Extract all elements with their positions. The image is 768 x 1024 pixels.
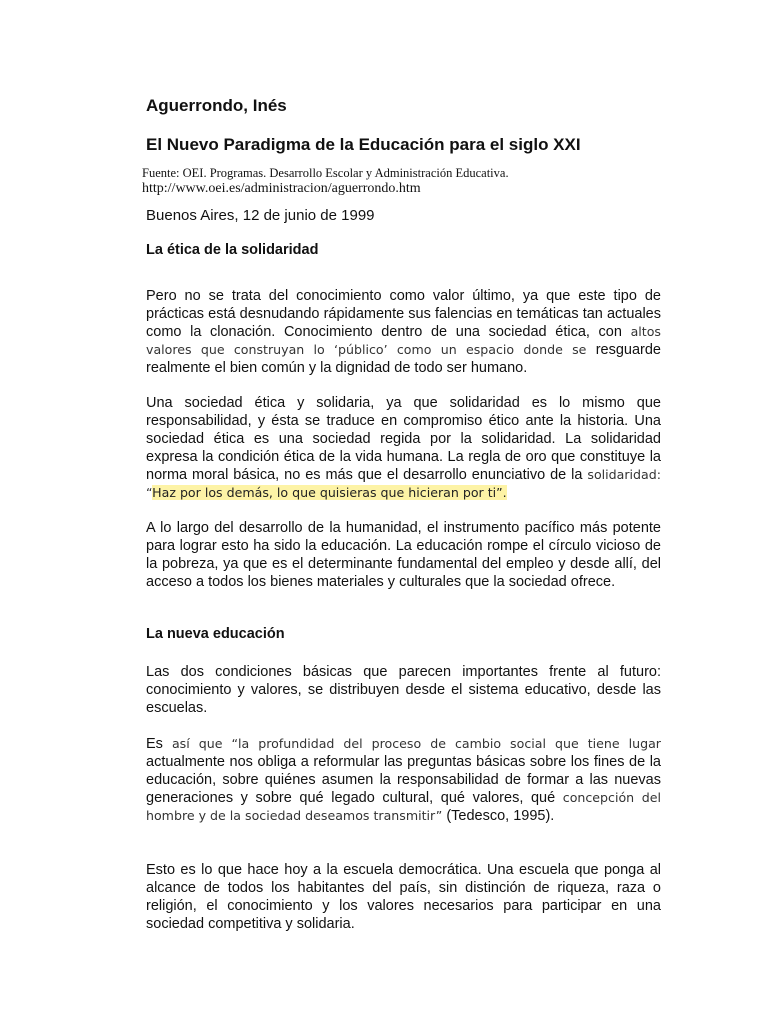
section-heading-solidaridad: La ética de la solidaridad	[146, 242, 319, 258]
paragraph-tedesco	[146, 735, 661, 825]
paragraph-text-alt: altos valores que construyan lo ‘público’ como un espacio donde se	[146, 324, 661, 357]
paragraph-conocimiento	[146, 287, 661, 377]
paragraph-text: actualmente nos obliga a reformular las preguntas básicas sobre los fines de la educación, sobre quiénes asumen la responsabilidad de formar a las nuevas generaciones y sobre qué legado cultural, qué valores, qué	[146, 754, 661, 806]
paragraph-humanidad: A lo largo del desarrollo de la humanidad, el instrumento pacífico más potente para lograr esto ha sido la educación. La educación rompe el círculo vicioso de la pobreza, ya que es el determinante fundamental del empleo y desde allí, del acceso a todos los bienes materiales y culturales que la sociedad ofrece.	[146, 520, 661, 590]
paragraph-condiciones: Las dos condiciones básicas que parecen importantes frente al futuro: conocimiento y valores, se distribuyen desde el sistema educativo, desde las escuelas.	[146, 664, 661, 716]
paragraph-text: Pero no se trata del conocimiento como valor último, ya que este tipo de prácticas está desnudando rápidamente sus falencias en temáticas tan actuales como la clonación. Conocimiento dentro de una sociedad ética, con	[146, 288, 661, 340]
paragraph-sociedad-etica	[146, 394, 661, 502]
source-line: Fuente: OEI. Programas. Desarrollo Escolar y Administración Educativa.	[142, 166, 509, 180]
paragraph-escuela-democratica: Esto es lo que hace hoy a la escuela democrática. Una escuela que ponga al alcance de todos los habitantes del país, sin distinción de riqueza, raza o religión, el conocimiento y los valores necesarios para participar en una sociedad competitiva y solidaria.	[146, 862, 661, 932]
paragraph-text: Una sociedad ética y solidaria, ya que solidaridad es lo mismo que responsabilidad, y ésta se traduce en compromiso ético ante la historia. Una sociedad ética es una sociedad regida por la solidaridad. La solidaridad expresa la condición ética de la vida humana. La regla de oro que constituye la norma moral básica, no es más que el desarrollo enunciativo de la	[146, 395, 661, 483]
highlighted-quote: Haz por los demás, lo que quisieras que hicieran por ti”.	[152, 485, 507, 500]
paragraph-text-alt: concepción del hombre y de la sociedad deseamos transmitir”	[146, 790, 661, 823]
paragraph-text: Es	[146, 736, 172, 752]
section-heading-nueva-educacion: La nueva educación	[146, 626, 285, 642]
author-name: Aguerrondo, Inés	[146, 96, 287, 115]
document-date: Buenos Aires, 12 de junio de 1999	[146, 207, 375, 224]
paragraph-text-alt: solidaridad: “	[146, 467, 661, 500]
paragraph-text: resguarde realmente el bien común y la dignidad de todo ser humano.	[146, 342, 661, 376]
paragraph-text-alt: así que “la profundidad del proceso de cambio social que tiene lugar	[171, 736, 661, 751]
document-title: El Nuevo Paradigma de la Educación para el siglo XXI	[146, 135, 581, 154]
source-url: http://www.oei.es/administracion/aguerrondo.htm	[142, 181, 421, 196]
paragraph-text: (Tedesco, 1995).	[442, 808, 555, 824]
